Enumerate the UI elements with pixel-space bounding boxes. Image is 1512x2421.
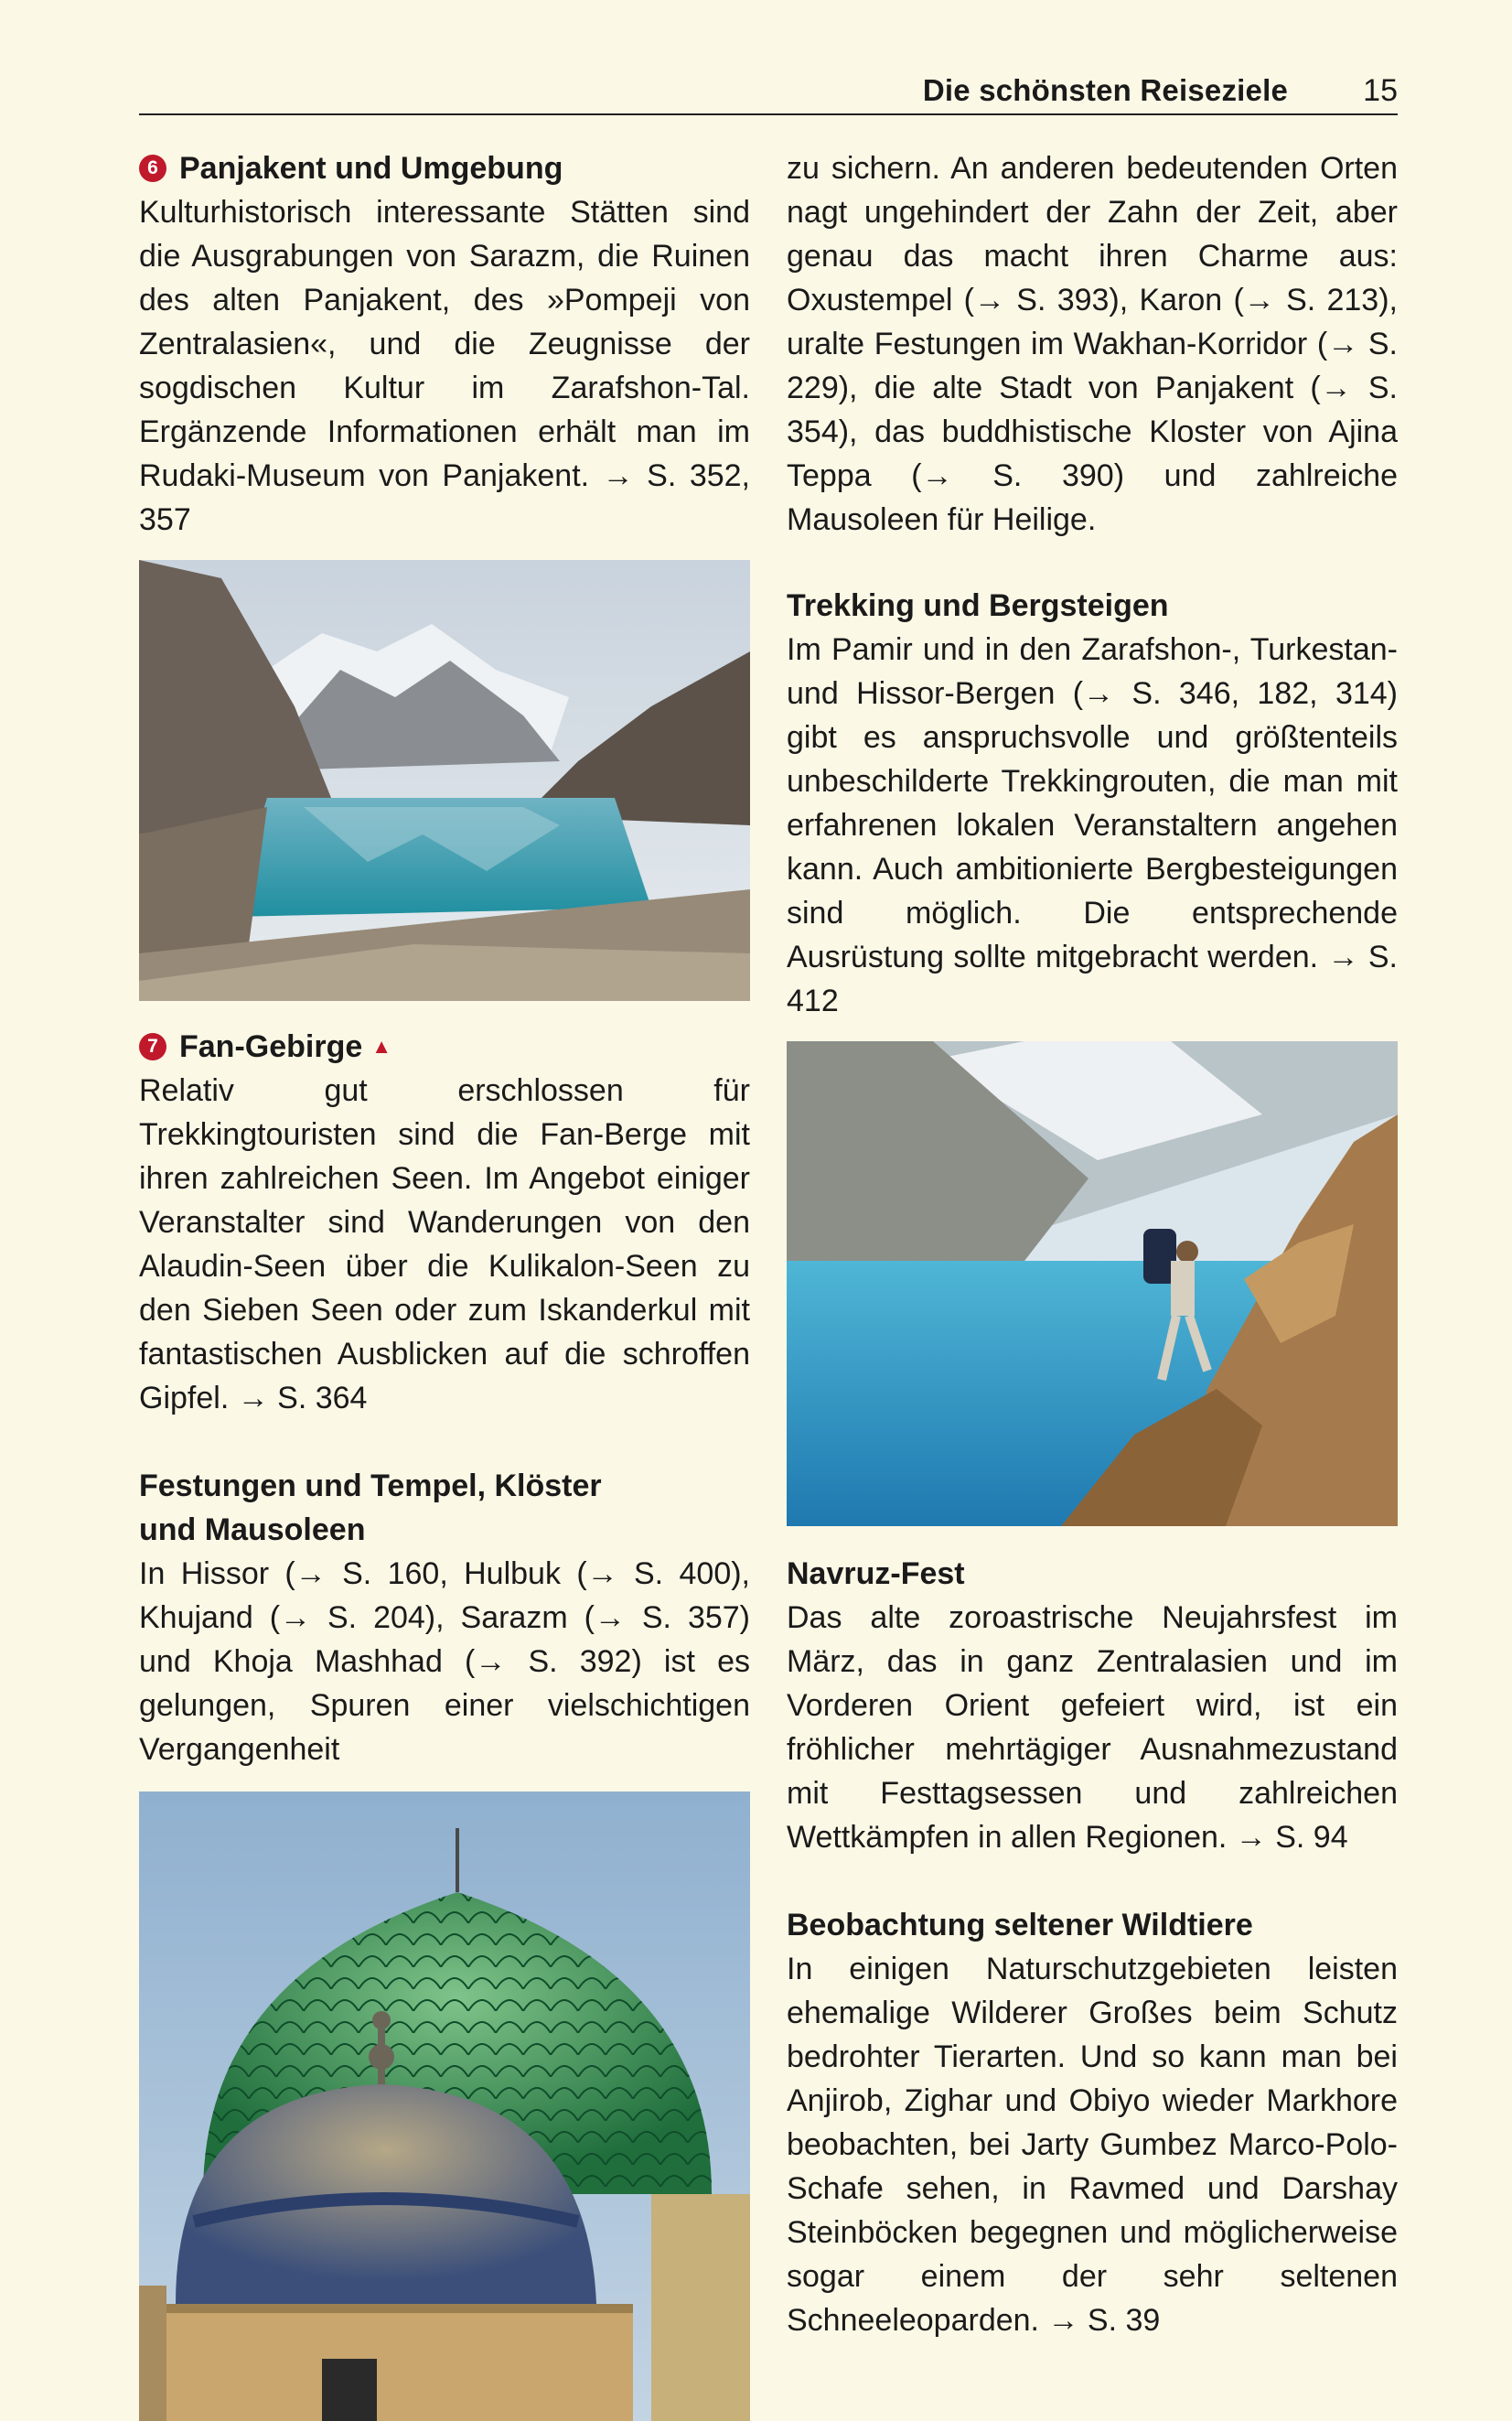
photo-trekker-cliff — [787, 1041, 1398, 1526]
section-panjakent — [139, 146, 750, 542]
left-column — [139, 146, 750, 2421]
section-heading — [139, 146, 750, 190]
paragraph: Im Pamir und in den Zarafshon-, Turkestan- und Hissor-Bergen (→ S. 346, 182, 314) gibt es anspruchsvolle und größtenteils unbeschilderte Trekkingrouten, die man mit erfahrenen lokalen Veranstaltern angehen kann. Auch ambitionierte Bergbesteigungen sind möglich. Die entsprechende Ausrüstung sollte mitgebracht werden. → S. 412 — [787, 632, 1398, 1018]
photo-mountain-lake — [139, 560, 750, 1001]
paragraph: Relativ gut erschlossen für Trekkingtouristen sind die Fan-Berge mit ihren zahlreichen Seen. Im Angebot einiger Veranstalter sind Wanderungen von den Alaudin-Seen über die Kulikalon-Seen zu den Sieben Seen oder zum Iskanderkul mit fantastischen Ausblicken auf die schroffen Gipfel. → S. 364 — [139, 1073, 750, 1415]
paragraph: Kulturhistorisch interessante Stätten sind die Ausgrabungen von Sarazm, die Ruinen des alten Panjakent, des »Pompeji von Zentralasien«, und die Zeugnisse der sogdischen Kultur im Zarafshon-Tal. Ergänzende Informationen erhält man im Rudaki-Museum von Panjakent. → S. 352, 357 — [139, 195, 750, 537]
page-header — [139, 66, 1398, 115]
section-heading: Beobachtung seltener Wildtiere — [787, 1908, 1253, 1942]
paragraph: Das alte zoroastrische Neujahrsfest im März, das in ganz Zentralasien und im Vorderen Orient gefeiert wird, ist ein fröhlicher mehrtägiger Ausnahmezustand mit Festtagsessen und zahlreichen Wettkämpfen in allen Regionen. → S. 94 — [787, 1600, 1398, 1855]
section-trekking — [787, 584, 1398, 1023]
right-column — [787, 146, 1398, 2386]
photo-mausoleum-domes — [139, 1792, 750, 2421]
section-navruz — [787, 1552, 1398, 1859]
number-badge: 6 — [139, 155, 166, 182]
heading-text: Panjakent und Umgebung — [179, 151, 563, 186]
section-wildtiere — [787, 1903, 1398, 2342]
paragraph: In einigen Naturschutzgebieten leisten ehemalige Wilderer Großes beim Schutz bedrohter Tierarten. Und so kann man bei Anjirob, Zighar und Obiyo wieder Markhore beobachten, bei Jarty Gumbez Marco-Polo-Schafe sehen, in Ravmed und Darshay Steinböcken begegnen und möglicherweise sogar einem der sehr seltenen Schneeleoparden. → S. 39 — [787, 1952, 1398, 2338]
section-fan-gebirge — [139, 1025, 750, 1420]
triangle-marker-icon: ▲ — [371, 1035, 392, 1058]
section-heading: Trekking und Bergsteigen — [787, 588, 1169, 623]
paragraph: In Hissor (→ S. 160, Hulbuk (→ S. 400), Khujand (→ S. 204), Sarazm (→ S. 357) und Khoja Mashhad (→ S. 392) ist es gelungen, Spuren einer vielschichtigen Vergangenheit — [139, 1556, 750, 1767]
section-festungen-continued — [787, 146, 1398, 542]
page-number: 15 — [1363, 73, 1398, 108]
section-heading-line2: und Mausoleen — [139, 1512, 366, 1547]
heading-text: Fan-Gebirge — [179, 1029, 363, 1064]
section-heading-line1: Festungen und Tempel, Klöster — [139, 1469, 602, 1503]
running-title: Die schönsten Reiseziele — [922, 73, 1288, 107]
number-badge: 7 — [139, 1033, 166, 1060]
section-heading — [139, 1025, 750, 1069]
section-heading: Navruz-Fest — [787, 1556, 965, 1591]
paragraph: zu sichern. An anderen bedeutenden Orten nagt ungehindert der Zahn der Zeit, aber genau das macht ihren Charme aus: Oxustempel (→ S. 393), Karon (→ S. 213), uralte Festungen im Wakhan-Korridor (→ S. 229), die alte Stadt von Panjakent (→ S. 354), das buddhistische Kloster von Ajina Teppa (→ S. 390) und zahlreiche Mausoleen für Heilige. — [787, 151, 1398, 537]
section-festungen — [139, 1464, 750, 1771]
